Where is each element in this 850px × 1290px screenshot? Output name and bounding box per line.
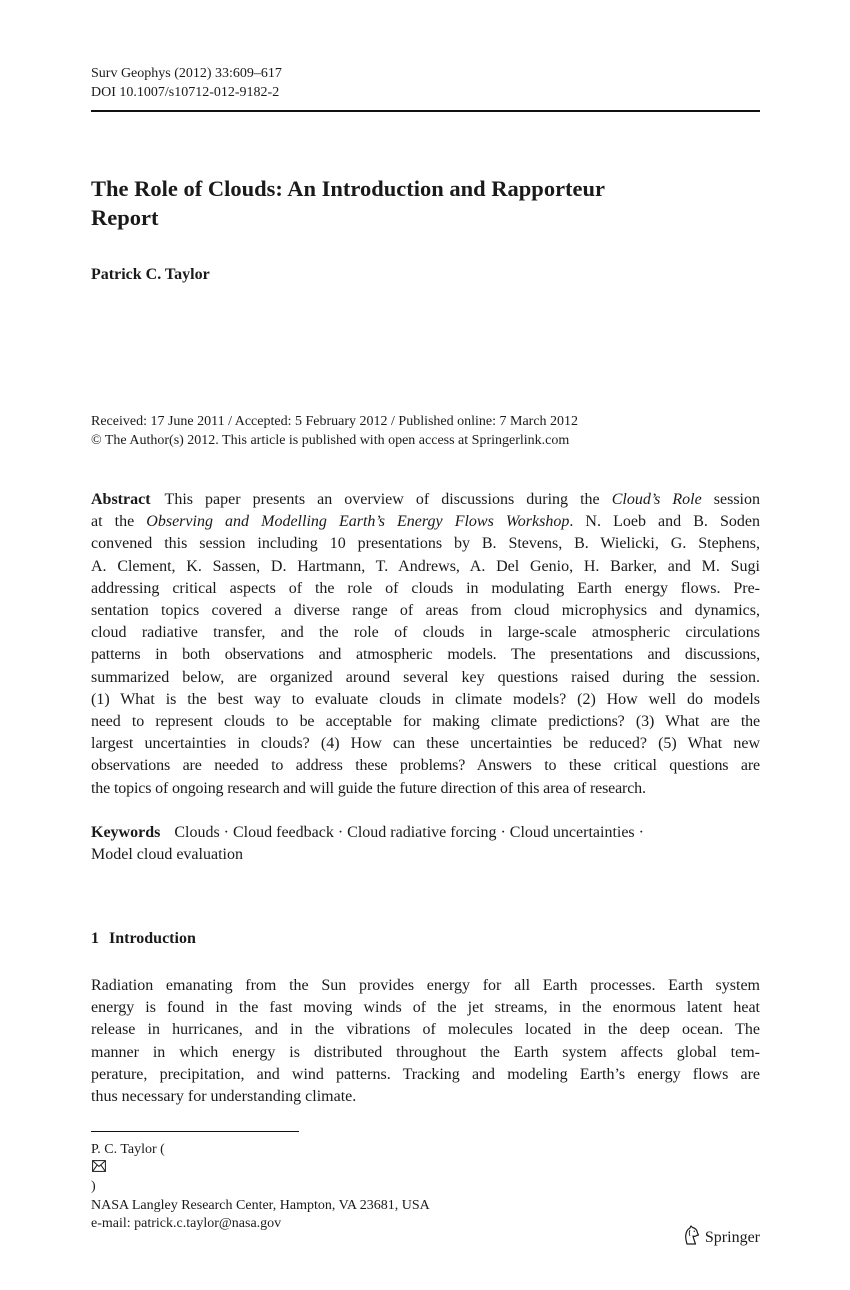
abstract-line: cloud radiative transfer, and the role of clouds in large-scale atmospheric circulations [91, 624, 760, 642]
doi-line: DOI 10.1007/s10712-012-9182-2 [91, 85, 280, 100]
publication-dates [91, 413, 578, 450]
journal-citation: Surv Geophys (2012) 33:609–617 [91, 66, 282, 81]
abstract-line: sentation topics covered a diverse range of areas from cloud microphysics and dynamics, [91, 602, 760, 620]
header-rule [91, 110, 760, 112]
envelope-icon [92, 1160, 429, 1179]
abstract-line: addressing critical aspects of the role of clouds in modulating Earth energy flows. Pre- [91, 579, 760, 597]
abstract-line: A. Clement, K. Sassen, D. Hartmann, T. Andrews, A. Del Genio, H. Barker, and M. Sugi [91, 557, 760, 575]
keywords-line: Model cloud evaluation [91, 846, 243, 864]
author-footnote [91, 1141, 430, 1234]
copyright-line: © The Author(s) 2012. This article is published with open access at Springerlink.com [91, 432, 570, 448]
title-line-1: The Role of Clouds: An Introduction and Rapporteur [91, 176, 606, 201]
abstract-line: largest uncertainties in clouds? (4) How can these uncertainties be reduced? (5) What new [91, 735, 760, 753]
body-line: Radiation emanating from the Sun provides energy for all Earth processes. Earth system [91, 977, 760, 994]
abstract-label: Abstract [91, 491, 151, 508]
abstract [91, 489, 760, 800]
abstract-line: observations are needed to address these problems? Answers to these critical questions are [91, 757, 760, 775]
received-accepted-line: Received: 17 June 2011 / Accepted: 5 February 2012 / Published online: 7 March 2012 [91, 414, 579, 429]
article-title [91, 174, 760, 232]
abstract-line: Abstract This paper presents an overview of discussions during the Cloud’s Role session [91, 491, 760, 508]
footnote-affiliation: NASA Langley Research Center, Hampton, VA 23681, USA [91, 1197, 430, 1213]
section-title: Introduction [109, 930, 196, 947]
publisher-logo [683, 1225, 760, 1250]
section-heading [91, 930, 196, 948]
abstract-line: convened this session including 10 presentations by B. Stevens, B. Wielicki, G. Stephens, [91, 535, 760, 553]
abstract-line: (1) What is the best way to evaluate clouds in climate models? (2) How well do models [91, 690, 760, 708]
keywords-label: Keywords [91, 824, 161, 841]
article-page [91, 0, 760, 1290]
workshop-name: Observing and Modelling Earth’s Energy Flows Workshop [146, 513, 570, 531]
footnote-author: P. C. Taylor ( ) [91, 1141, 430, 1197]
introduction-paragraph [91, 975, 760, 1108]
footnote-rule [91, 1131, 299, 1132]
keywords [91, 822, 760, 866]
session-name: Cloud’s Role [611, 491, 702, 508]
publisher-name: Springer [704, 1228, 760, 1246]
body-line: manner in which energy is distributed throughout the Earth system affects global tem- [91, 1043, 760, 1061]
body-line: thus necessary for understanding climate. [91, 1088, 357, 1106]
body-line: perature, precipitation, and wind patterns. Tracking and modeling Earth’s energy flows are [91, 1065, 760, 1083]
footnote-email: e-mail: patrick.c.taylor@nasa.gov [91, 1216, 282, 1231]
abstract-line: summarized below, are organized around several key questions raised during the session. [91, 668, 760, 686]
abstract-line: at the Observing and Modelling Earth’s Energy Flows Workshop. N. Loeb and B. Soden [91, 513, 761, 531]
title-line-2: Report [91, 205, 159, 230]
abstract-line: patterns in both observations and atmospheric models. The presentations and discussions, [91, 646, 760, 664]
springer-horse-icon [683, 1225, 705, 1250]
section-number: 1 [91, 930, 99, 947]
abstract-line: the topics of ongoing research and will guide the future direction of this area of research. [91, 779, 646, 797]
journal-header [91, 64, 282, 102]
body-line: release in hurricanes, and in the vibrations of molecules located in the deep ocean. The [91, 1021, 760, 1039]
keywords-line: Keywords Clouds · Cloud feedback · Cloud radiative forcing · Cloud uncertainties · [91, 824, 644, 841]
author-name: Patrick C. Taylor [91, 266, 210, 283]
body-line: energy is found in the fast moving winds of the jet streams, in the enormous latent heat [91, 999, 760, 1017]
abstract-line: need to represent clouds to be acceptable for making climate predictions? (3) What are the [91, 713, 760, 731]
